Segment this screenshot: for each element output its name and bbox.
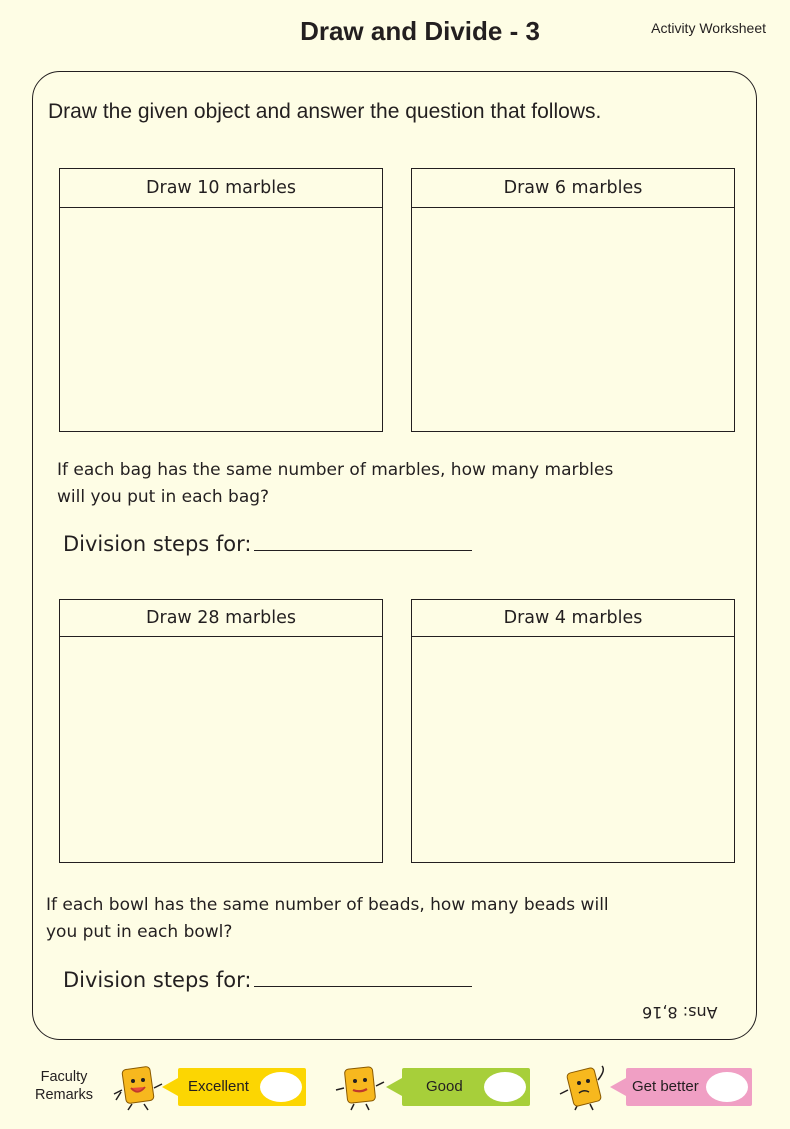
good-label: Good [426,1078,463,1095]
neutral-mascot-icon [334,1062,386,1112]
faculty-remarks-label: Faculty Remarks [34,1069,93,1103]
drawing-box-4-marbles[interactable] [411,599,735,863]
drawing-box-6-marbles[interactable] [411,168,735,432]
inverted-answer: Ans: 8,16 [642,1003,718,1022]
question-line: If each bowl has the same number of beads, how many beads will [46,895,609,915]
division-steps-row [63,968,472,992]
excellent-checkbox[interactable] [260,1072,302,1102]
drawing-box-heading: Draw 6 marbles [412,169,734,208]
division-steps-label: Division steps for: [63,968,252,992]
drawing-box-28-marbles[interactable] [59,599,383,863]
worksheet-type-label: Activity Worksheet [651,20,766,36]
answer-line[interactable] [254,986,472,987]
excellent-label: Excellent [188,1078,249,1095]
question-line: will you put in each bag? [57,487,270,507]
instruction-text: Draw the given object and answer the question that follows. [48,100,602,123]
drawing-box-heading: Draw 28 marbles [60,600,382,637]
worksheet-title: Draw and Divide - 3 [300,16,540,46]
question-bowls [46,892,609,946]
thinking-mascot-icon [558,1062,610,1112]
excellent-badge[interactable] [162,1068,306,1106]
drawing-box-heading: Draw 4 marbles [412,600,734,637]
happy-mascot-icon [112,1062,164,1112]
get-better-checkbox[interactable] [706,1072,748,1102]
good-badge[interactable] [386,1068,530,1106]
drawing-box-heading: Draw 10 marbles [60,169,382,208]
get-better-badge[interactable] [610,1068,752,1106]
question-line: If each bag has the same number of marbles, how many marbles [57,460,614,480]
question-line: you put in each bowl? [46,922,233,942]
division-steps-row [63,532,472,556]
good-checkbox[interactable] [484,1072,526,1102]
answer-line[interactable] [254,550,472,551]
drawing-box-10-marbles[interactable] [59,168,383,432]
get-better-label: Get better [632,1078,699,1095]
division-steps-label: Division steps for: [63,532,252,556]
question-bags [57,457,613,511]
